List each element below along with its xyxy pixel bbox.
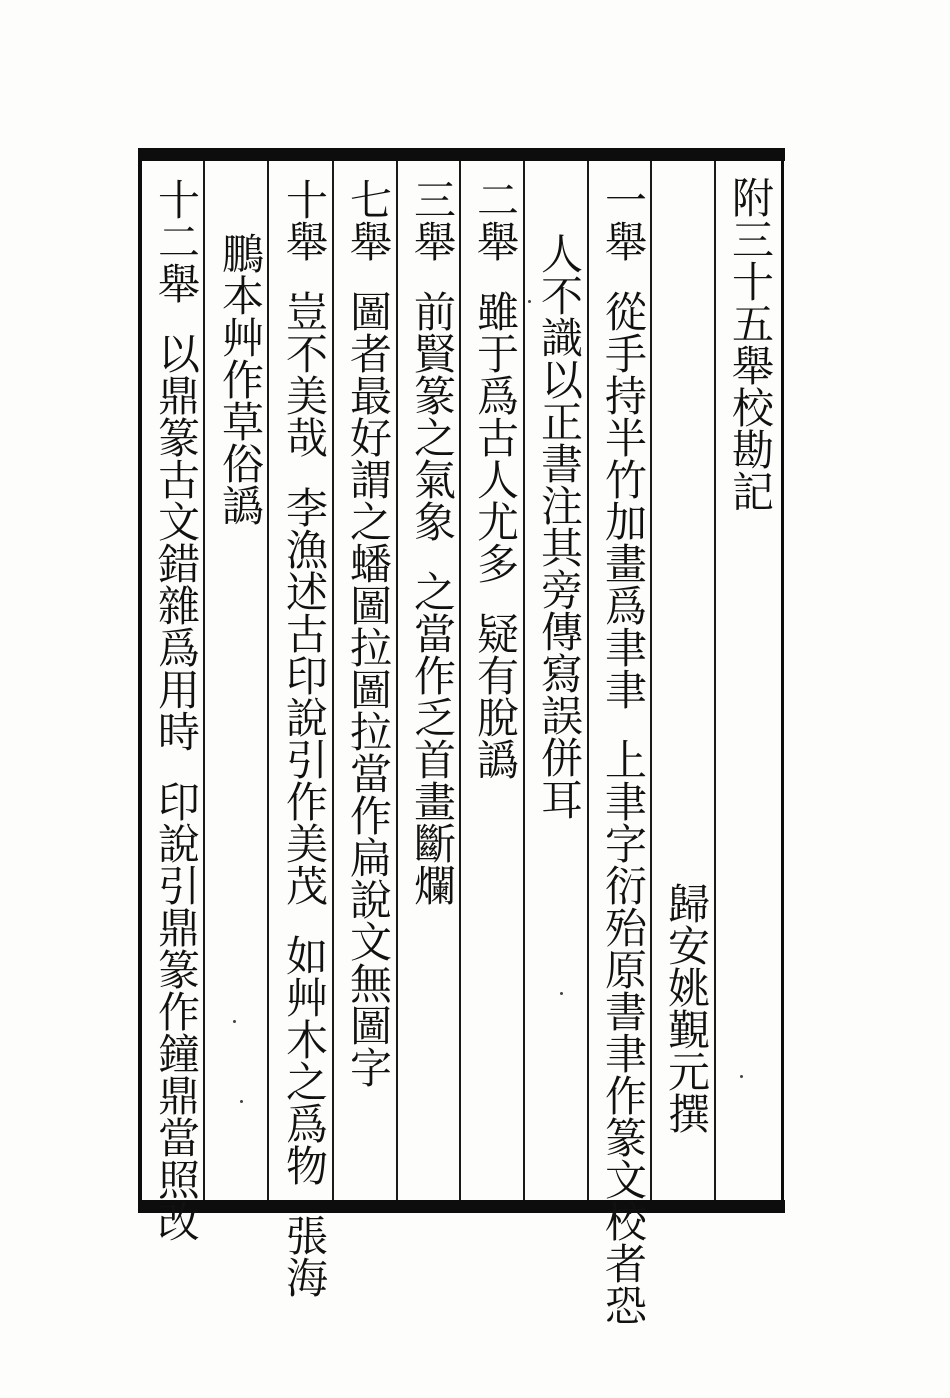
- entry-continuation: 鵬本艸作草俗譌: [216, 232, 265, 526]
- entry-column: [467, 178, 523, 1188]
- entry-text: 圖者最好謂之蟠圖拉圖拉當作扁說文無圖字: [344, 290, 393, 1088]
- entry-column: [148, 178, 204, 1242]
- entry-note: 上聿字衍殆原書聿作篆文校者恐: [599, 738, 648, 1326]
- page-title: 附三十五舉校勘記: [726, 176, 775, 512]
- left-border-rule: [138, 148, 142, 1213]
- entry-heading: 十舉: [280, 178, 329, 262]
- entry-text: 前賢篆之氣象: [408, 290, 457, 542]
- entry-heading: 十二舉: [152, 178, 201, 304]
- entry-heading: 二舉: [471, 178, 520, 262]
- entry-continuation-column: [531, 232, 587, 1242]
- entry-heading: 一舉: [599, 178, 648, 262]
- entry-text: 豈不美哉: [280, 290, 329, 458]
- entry-column: [340, 178, 396, 1188]
- column-divider: [523, 161, 525, 1200]
- entry-text: 從手持半竹加畫爲聿聿: [599, 290, 648, 710]
- entry-heading: 三舉: [408, 178, 457, 262]
- entry-text: 雖于爲古人尤多: [471, 290, 520, 584]
- entry-note: 李漁述古印說引作美茂: [280, 486, 329, 906]
- entry-note: 之當作乏首畫斷爛: [408, 570, 457, 906]
- entry-note: 疑有脫譌: [471, 612, 520, 780]
- author-column: [658, 882, 714, 1182]
- entry-text: 以鼎篆古文錯雜爲用時: [152, 332, 201, 752]
- ink-speck: [233, 1020, 236, 1023]
- ink-speck: [528, 300, 531, 303]
- column-divider: [714, 161, 716, 1200]
- column-divider: [396, 161, 398, 1200]
- entry-column: [595, 178, 651, 1326]
- entry-continuation-column: [212, 232, 268, 1242]
- ink-speck: [560, 992, 563, 995]
- entry-heading: 七舉: [344, 178, 393, 262]
- entry-continuation: 人不識以正書注其旁傳寫誤併耳: [535, 232, 584, 820]
- column-divider: [332, 161, 334, 1200]
- author-line: 歸安姚覲元撰: [662, 882, 711, 1134]
- entry-note: 如艸木之爲物: [280, 934, 329, 1186]
- ink-speck: [740, 1075, 743, 1078]
- entry-column: [404, 178, 460, 1188]
- entry-column: [276, 178, 332, 1298]
- entry-note: 印說引鼎篆作鐘鼎當照改: [152, 780, 201, 1242]
- title-column: [722, 176, 778, 1186]
- right-border-rule: [781, 148, 784, 1213]
- ink-speck: [240, 1100, 243, 1103]
- column-divider: [587, 161, 589, 1200]
- top-border-rule: [138, 148, 785, 161]
- entry-note: 張海: [280, 1214, 329, 1298]
